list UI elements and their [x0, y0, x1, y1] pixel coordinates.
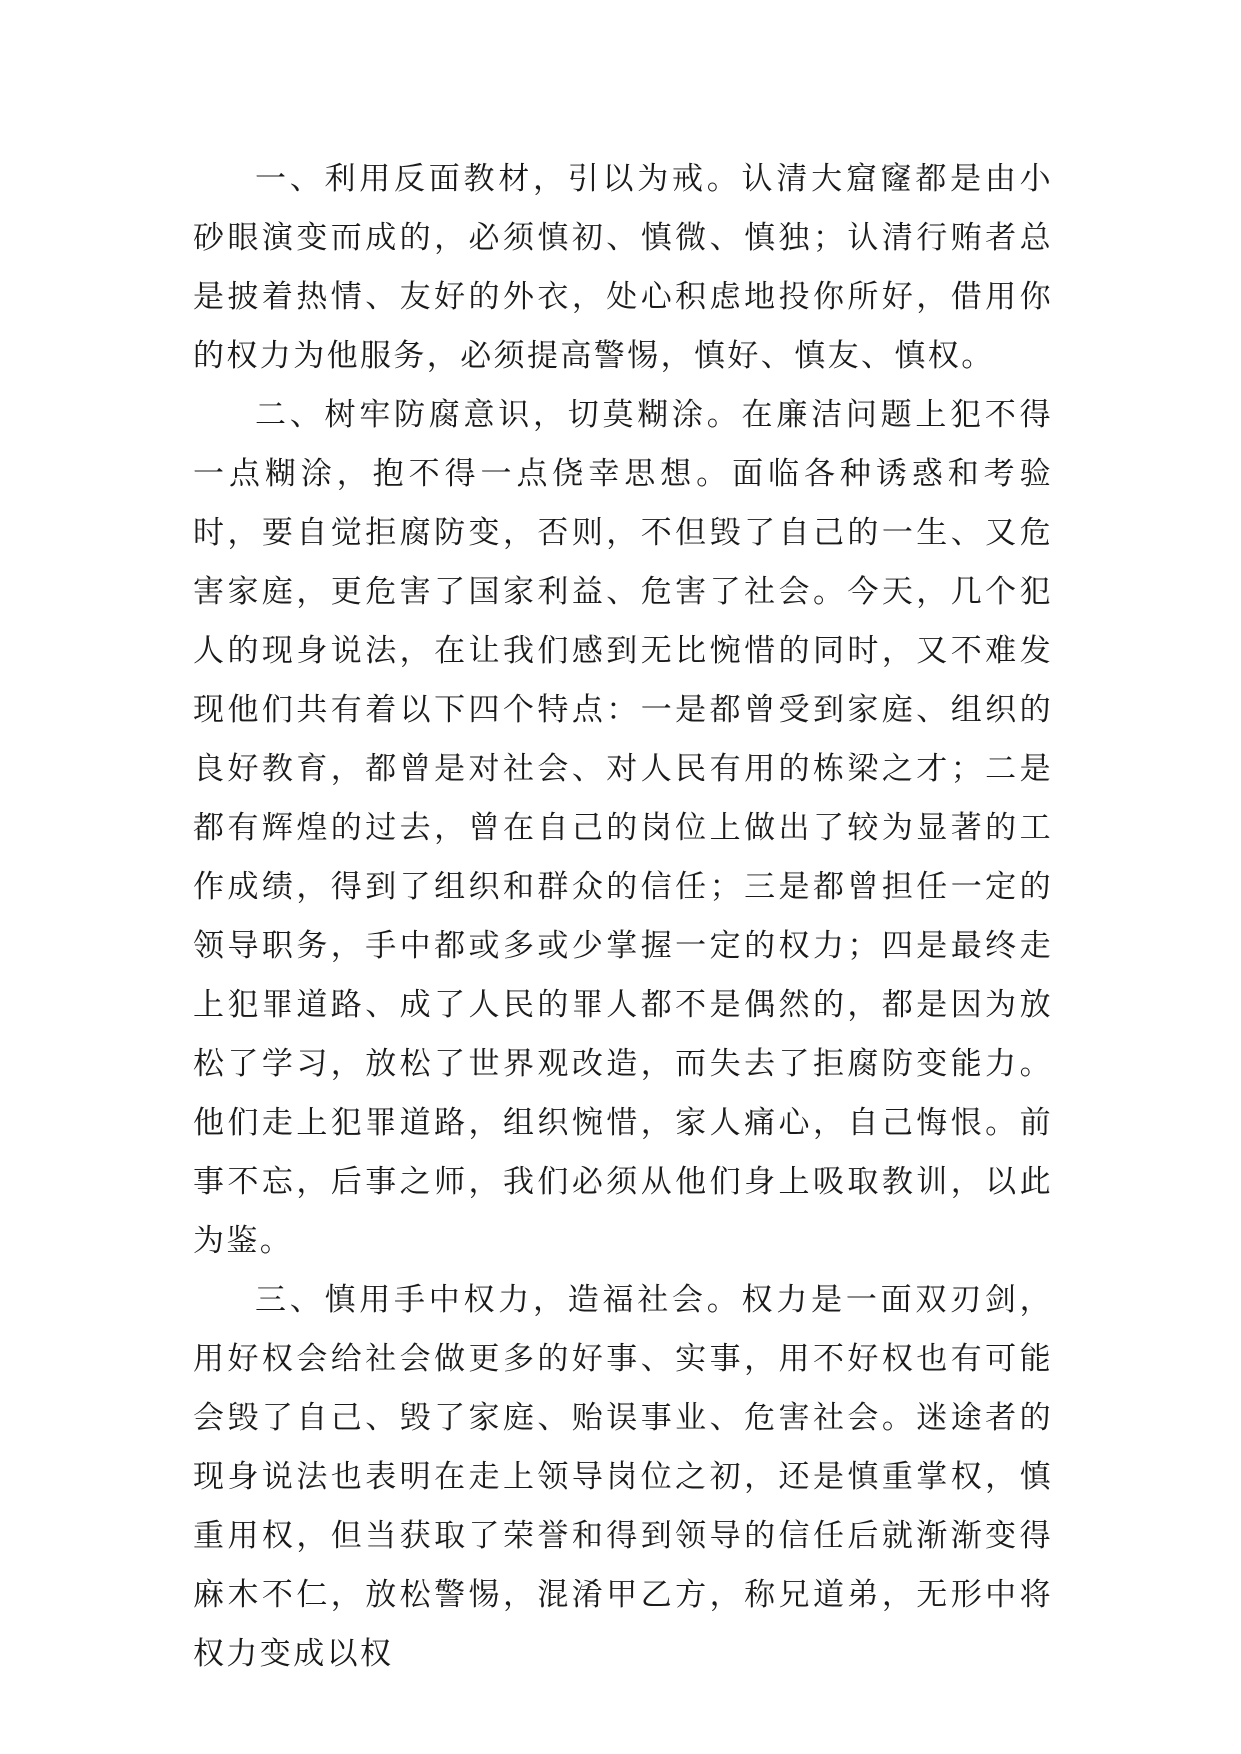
paragraph-1: 一、利用反面教材，引以为戒。认清大窟窿都是由小砂眼演变而成的，必须慎初、慎微、慎独；认清行贿者总是披着热情、友好的外衣，处心积虑地投你所好，借用你的权力为他服务，必须提高警惕，慎好、慎友、慎权。 [193, 161, 1053, 374]
paragraph-3: 三、慎用手中权力，造福社会。权力是一面双刃剑，用好权会给社会做更多的好事、实事，用不好权也有可能会毁了自己、毁了家庭、贻误事业、危害社会。迷途者的现身说法也表明在走上领导岗位之初，还是慎重掌权，慎重用权，但当获取了荣誉和得到领导的信任后就渐渐变得麻木不仁，放松警惕，混淆甲乙方，称兄道弟，无形中将权力变成以权 [193, 1282, 1053, 1672]
document-body [193, 150, 1053, 1684]
paragraph-2: 二、树牢防腐意识，切莫糊涂。在廉洁问题上犯不得一点糊涂，抱不得一点侥幸思想。面临各种诱惑和考验时，要自觉拒腐防变，否则，不但毁了自己的一生、又危害家庭，更危害了国家利益、危害了社会。今天，几个犯人的现身说法，在让我们感到无比惋惜的同时，又不难发现他们共有着以下四个特点：一是都曾受到家庭、组织的良好教育，都曾是对社会、对人民有用的栋梁之才；二是都有辉煌的过去，曾在自己的岗位上做出了较为显著的工作成绩，得到了组织和群众的信任；三是都曾担任一定的领导职务，手中都或多或少掌握一定的权力；四是最终走上犯罪道路、成了人民的罪人都不是偶然的，都是因为放松了学习，放松了世界观改造，而失去了拒腐防变能力。他们走上犯罪道路，组织惋惜，家人痛心，自己悔恨。前事不忘，后事之师，我们必须从他们身上吸取教训，以此为鉴。 [193, 397, 1053, 1259]
